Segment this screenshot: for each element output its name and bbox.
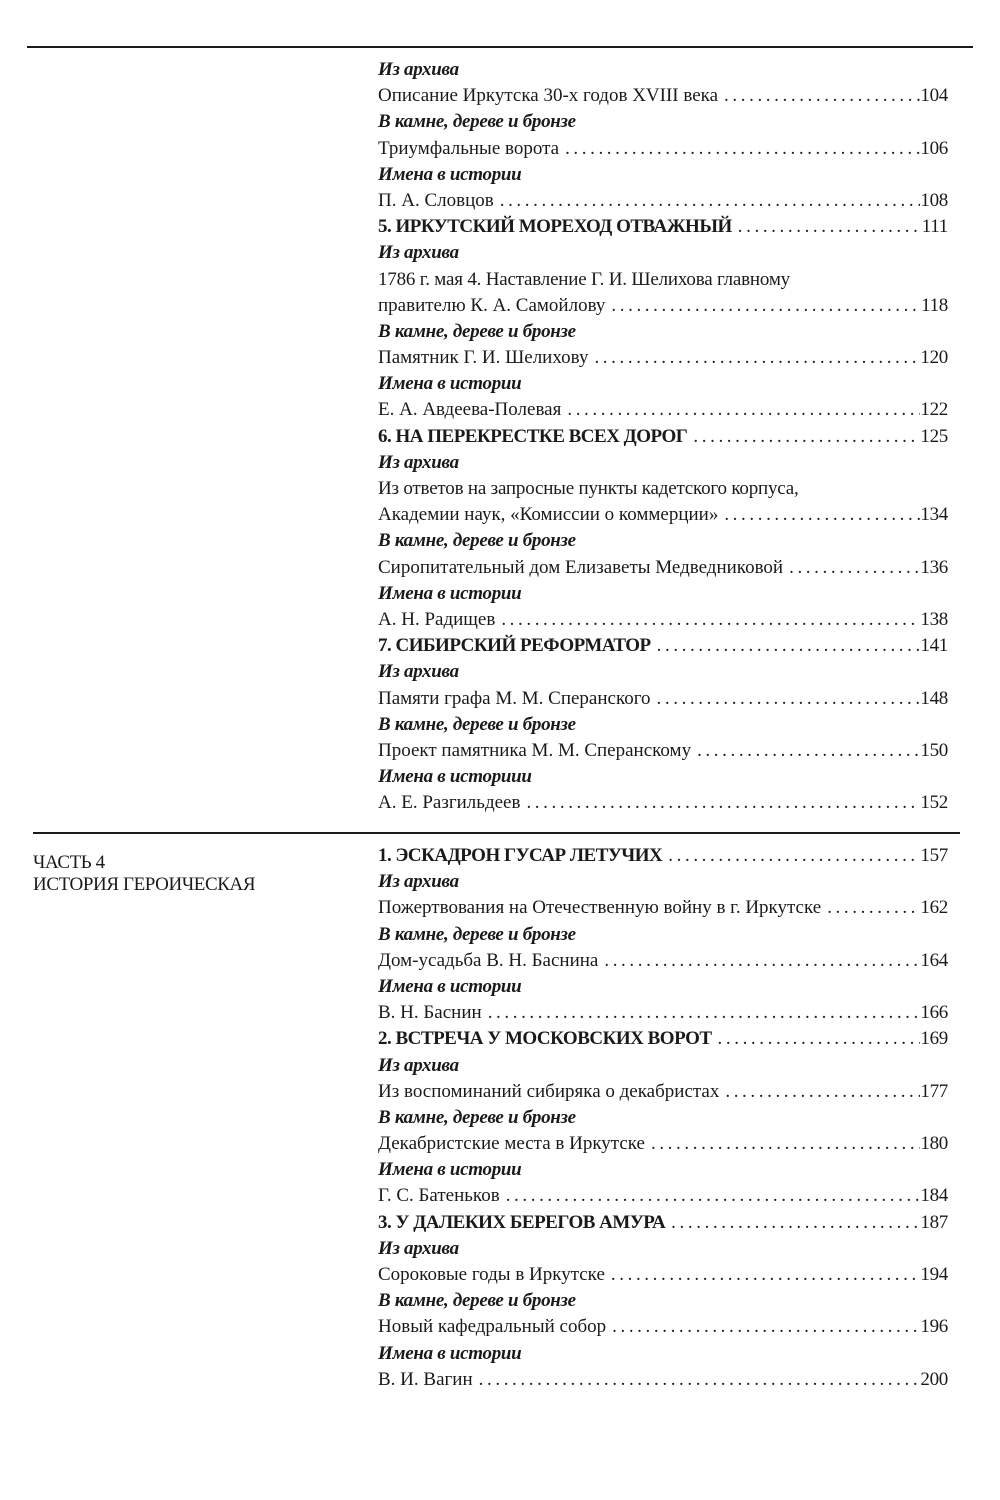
entry-title: Сороковые годы в Иркутске <box>378 1264 605 1285</box>
dot-leader <box>697 738 920 764</box>
dot-leader <box>693 424 920 450</box>
dot-leader <box>611 1262 921 1288</box>
page-number: 120 <box>920 347 948 369</box>
toc-chapter-heading <box>378 214 948 240</box>
dot-leader <box>827 895 920 921</box>
page-number: 141 <box>920 635 948 657</box>
page-number: 194 <box>920 1264 948 1285</box>
entry-title: А. Е. Разгильдеев <box>378 792 521 814</box>
toc-entry-title-line: Из ответов на запросные пункты кадетского корпуса, <box>378 478 799 499</box>
entry-title: Памятник Г. И. Шелихову <box>378 347 589 369</box>
page-number: 157 <box>920 845 948 866</box>
page-number: 150 <box>920 739 948 761</box>
page-number: 177 <box>920 1080 948 1102</box>
dot-leader <box>651 1131 920 1157</box>
top-rule <box>27 46 973 48</box>
dot-leader <box>657 686 921 712</box>
toc-category-label: Из архива <box>378 59 459 80</box>
toc-chapter-heading <box>378 424 948 450</box>
toc-chapter-heading <box>378 1210 948 1236</box>
toc-category-label: В камне, дереве и бронзе <box>378 1290 576 1312</box>
toc-category-label: В камне, дереве и бронзе <box>378 530 576 552</box>
toc-entry <box>378 136 948 162</box>
chapter-title: 2. ВСТРЕЧА У МОСКОВСКИХ ВОРОТ <box>378 1028 712 1050</box>
entry-title: П. А. Словцов <box>378 189 494 211</box>
toc-entry-title-line: 1786 г. мая 4. Наставление Г. И. Шелихова главному <box>378 268 790 290</box>
page-number: 125 <box>920 425 948 447</box>
dot-leader <box>594 345 920 371</box>
page-number: 108 <box>920 189 948 211</box>
dot-leader <box>668 843 920 869</box>
page-number: 134 <box>920 504 948 526</box>
page-number: 162 <box>920 897 948 919</box>
part-title: ИСТОРИЯ ГЕРОИЧЕСКАЯ <box>33 874 256 895</box>
entry-title: Описание Иркутска 30-х годов XVIII века <box>378 85 719 107</box>
chapter-title: 3. У ДАЛЕКИХ БЕРЕГОВ АМУРА <box>378 1211 666 1233</box>
entry-title: А. Н. Радищев <box>378 608 496 630</box>
toc-entry <box>378 1183 948 1209</box>
entry-title: Памяти графа М. М. Сперанского <box>378 687 651 709</box>
toc-category-label: Имена в истории <box>378 373 522 395</box>
toc-category-label: В камне, дереве и бронзе <box>378 923 576 945</box>
entry-title: Сиропитательный дом Елизаветы Медведниковой <box>378 556 784 578</box>
toc-category-label: Из архива <box>378 661 459 683</box>
entry-title: Г. С. Батеньков <box>378 1185 500 1207</box>
dot-leader <box>612 1314 920 1340</box>
dot-leader <box>724 83 920 109</box>
entry-title: Новый кафедральный собор <box>378 1316 607 1338</box>
dot-leader <box>671 1210 920 1236</box>
page-number: 152 <box>920 792 948 814</box>
entry-title: Е. А. Авдеева-Полевая <box>378 399 562 421</box>
part-divider-rule <box>33 832 960 834</box>
chapter-title: 6. НА ПЕРЕКРЕСТКЕ ВСЕХ ДОРОГ <box>378 425 688 447</box>
dot-leader <box>488 1000 921 1026</box>
toc-entry <box>378 1000 948 1026</box>
toc-entry <box>378 1367 948 1393</box>
toc-entry <box>378 607 948 633</box>
toc-chapter-heading <box>378 1026 948 1052</box>
toc-category-label: В камне, дереве и бронзе <box>378 1106 576 1128</box>
dot-leader <box>789 555 920 581</box>
toc-entry <box>378 686 948 712</box>
page-number: 187 <box>920 1211 948 1233</box>
toc-entry <box>378 1262 948 1288</box>
toc-category-label: Имена в истории <box>378 1159 522 1181</box>
entry-title: Академии наук, «Комиссии о коммерции» <box>378 504 719 526</box>
dot-leader <box>500 188 921 214</box>
dot-leader <box>611 293 921 319</box>
page-number: 184 <box>920 1185 948 1207</box>
chapter-title: 5. ИРКУТСКИЙ МОРЕХОД ОТВАЖНЫЙ <box>378 216 732 238</box>
toc-category-label: В камне, дереве и бронзе <box>378 111 576 133</box>
entry-title: правителю К. А. Самойлову <box>378 294 606 316</box>
toc-category-label: Имена в истории <box>378 163 522 185</box>
dot-leader <box>479 1367 921 1393</box>
page-number: 200 <box>920 1368 948 1390</box>
page-number: 122 <box>920 399 948 421</box>
entry-title: Триумфальные ворота <box>378 137 560 159</box>
entry-title: В. Н. Баснин <box>378 1002 482 1024</box>
page-number: 164 <box>920 949 948 971</box>
toc-category-label: Имена в истории <box>378 975 522 997</box>
toc-entry <box>378 397 948 423</box>
toc-entry <box>378 293 948 319</box>
dot-leader <box>725 1079 920 1105</box>
toc-entry <box>378 1079 948 1105</box>
toc-entry <box>378 188 948 214</box>
dot-leader <box>506 1183 921 1209</box>
chapter-title: 7. СИБИРСКИЙ РЕФОРМАТОР <box>378 635 651 657</box>
dot-leader <box>724 502 920 528</box>
entry-title: Проект памятника М. М. Сперанскому <box>378 739 692 761</box>
toc-entry <box>378 83 948 109</box>
toc-category-label: Имена в историии <box>378 766 532 788</box>
entry-title: Декабристские места в Иркутске <box>378 1133 645 1155</box>
page-number: 136 <box>920 556 948 578</box>
toc-category-label: Имена в истории <box>378 582 522 604</box>
toc-section-bottom <box>378 843 948 1393</box>
entry-title: Пожертвования на Отечественную войну в г. Иркутске <box>378 897 822 919</box>
page-number: 148 <box>920 687 948 709</box>
toc-category-label: Из архива <box>378 871 459 893</box>
entry-title: В. И. Вагин <box>378 1368 473 1390</box>
toc-entry <box>378 345 948 371</box>
part-number: ЧАСТЬ 4 <box>33 852 105 873</box>
dot-leader <box>526 790 920 816</box>
part-heading <box>33 852 353 896</box>
page-number: 106 <box>920 137 948 159</box>
dot-leader <box>657 633 921 659</box>
page-number: 118 <box>921 294 948 316</box>
toc-chapter-heading <box>378 633 948 659</box>
dot-leader <box>501 607 920 633</box>
page-number: 104 <box>920 85 948 107</box>
entry-title: Дом-усадьба В. Н. Баснина <box>378 949 599 971</box>
toc-category-label: Из архива <box>378 242 459 264</box>
toc-entry <box>378 790 948 816</box>
toc-category-label: Имена в истории <box>378 1342 522 1364</box>
dot-leader <box>567 397 920 423</box>
dot-leader <box>738 214 922 240</box>
entry-title: Из воспоминаний сибиряка о декабристах <box>378 1080 720 1102</box>
page-number: 111 <box>921 216 948 238</box>
page-number: 180 <box>920 1133 948 1155</box>
toc-entry <box>378 895 948 921</box>
toc-entry <box>378 502 948 528</box>
toc-entry <box>378 555 948 581</box>
toc-chapter-heading <box>378 843 948 869</box>
toc-entry <box>378 948 948 974</box>
page-number: 166 <box>920 1002 948 1024</box>
toc-category-label: В камне, дереве и бронзе <box>378 713 576 735</box>
toc-category-label: Из архива <box>378 1054 459 1076</box>
toc-section-top <box>378 57 948 816</box>
toc-category-label: Из архива <box>378 451 459 473</box>
toc-category-label: В камне, дереве и бронзе <box>378 320 576 342</box>
toc-entry <box>378 738 948 764</box>
toc-entry <box>378 1131 948 1157</box>
chapter-title: 1. ЭСКАДРОН ГУСАР ЛЕТУЧИХ <box>378 845 663 866</box>
page-number: 169 <box>920 1028 948 1050</box>
page-number: 196 <box>920 1316 948 1338</box>
page-number: 138 <box>920 608 948 630</box>
toc-entry <box>378 1314 948 1340</box>
dot-leader <box>718 1026 921 1052</box>
dot-leader <box>565 136 920 162</box>
toc-category-label: Из архива <box>378 1237 459 1259</box>
dot-leader <box>604 948 920 974</box>
